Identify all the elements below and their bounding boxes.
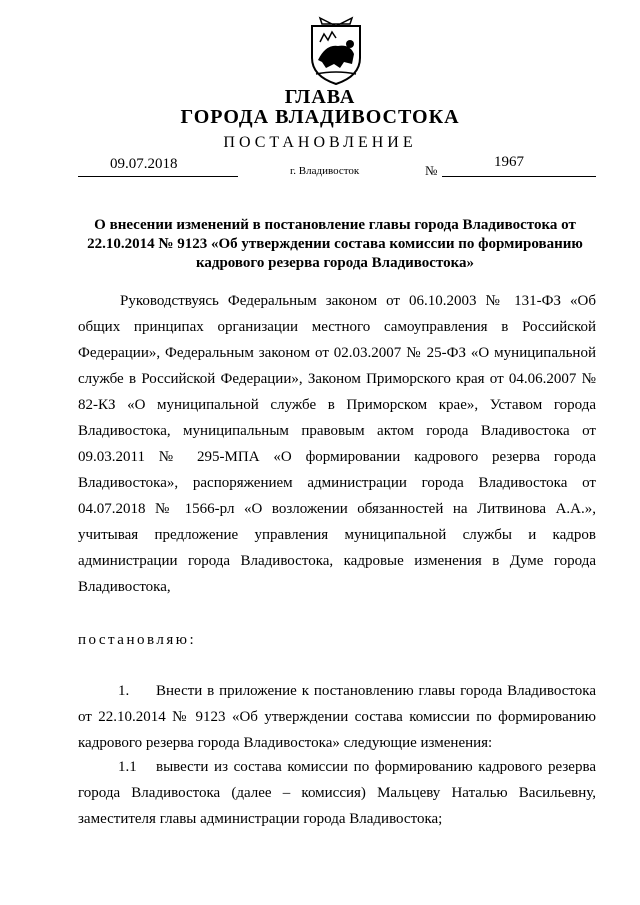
item-1 xyxy=(78,678,596,756)
title-line-1: ГЛАВА xyxy=(284,86,356,108)
resolve-word: постановляю: xyxy=(78,632,197,648)
vladivostok-coat-of-arms-icon xyxy=(300,14,372,88)
document-number: 1967 xyxy=(494,154,524,170)
document-type: ПОСТАНОВЛЕНИЕ xyxy=(223,134,417,151)
item-1-text: Внести в приложение к постановлению главы города Владивостока от 22.10.2014 № 9123 «Об утверждении состава комиссии по формированию кадрового резерва города Владивостока» следующие изменения: xyxy=(78,683,596,751)
item-1-1-text: вывести из состава комиссии по формированию кадрового резерва города Владивостока (далее – комиссия) Мальцеву Наталью Васильевну, заместителя главы администрации города Владивостока; xyxy=(78,759,596,827)
item-1-1-number: 1.1 xyxy=(118,759,137,775)
document-subject: О внесении изменений в постановление главы города Владивостока от 22.10.2014 № 9123 «Об утверждении состава комиссии по формированию кадрового резерва города Владивостока» xyxy=(87,217,583,271)
date-underline xyxy=(78,176,238,177)
document-city: г. Владивосток xyxy=(290,165,360,177)
item-1-1 xyxy=(78,754,596,832)
item-1-number: 1. xyxy=(118,683,130,699)
preamble-paragraph: Руководствуясь Федеральным законом от 06.10.2003 № 131-ФЗ «Об общих принципах организации местного самоуправления в Российской Федерации», Федеральным законом от 02.03.2007 № 25-ФЗ «О муниципальной службе в Российской Федерации», Законом Приморского края от 04.06.2007 № 82-КЗ «О муниципальной службе в Приморском крае», Уставом города Владивостока, муниципальным правовым актом города Владивостока от 09.03.2011 № 295-МПА «О формировании кадрового резерва города Владивостока», распоряжением администрации города Владивостока от 04.07.2018 № 1566-рл «О возложении обязанностей на Литвинова А.А.», учитывая предложение управления муниципальной службы и кадров администрации города Владивостока, кадровые изменения в Думе города Владивостока, xyxy=(78,293,596,595)
title-line-2: ГОРОДА ВЛАДИВОСТОКА xyxy=(180,106,460,128)
number-underline xyxy=(442,176,596,177)
document-date: 09.07.2018 xyxy=(110,156,178,172)
number-sign: № xyxy=(425,163,438,178)
